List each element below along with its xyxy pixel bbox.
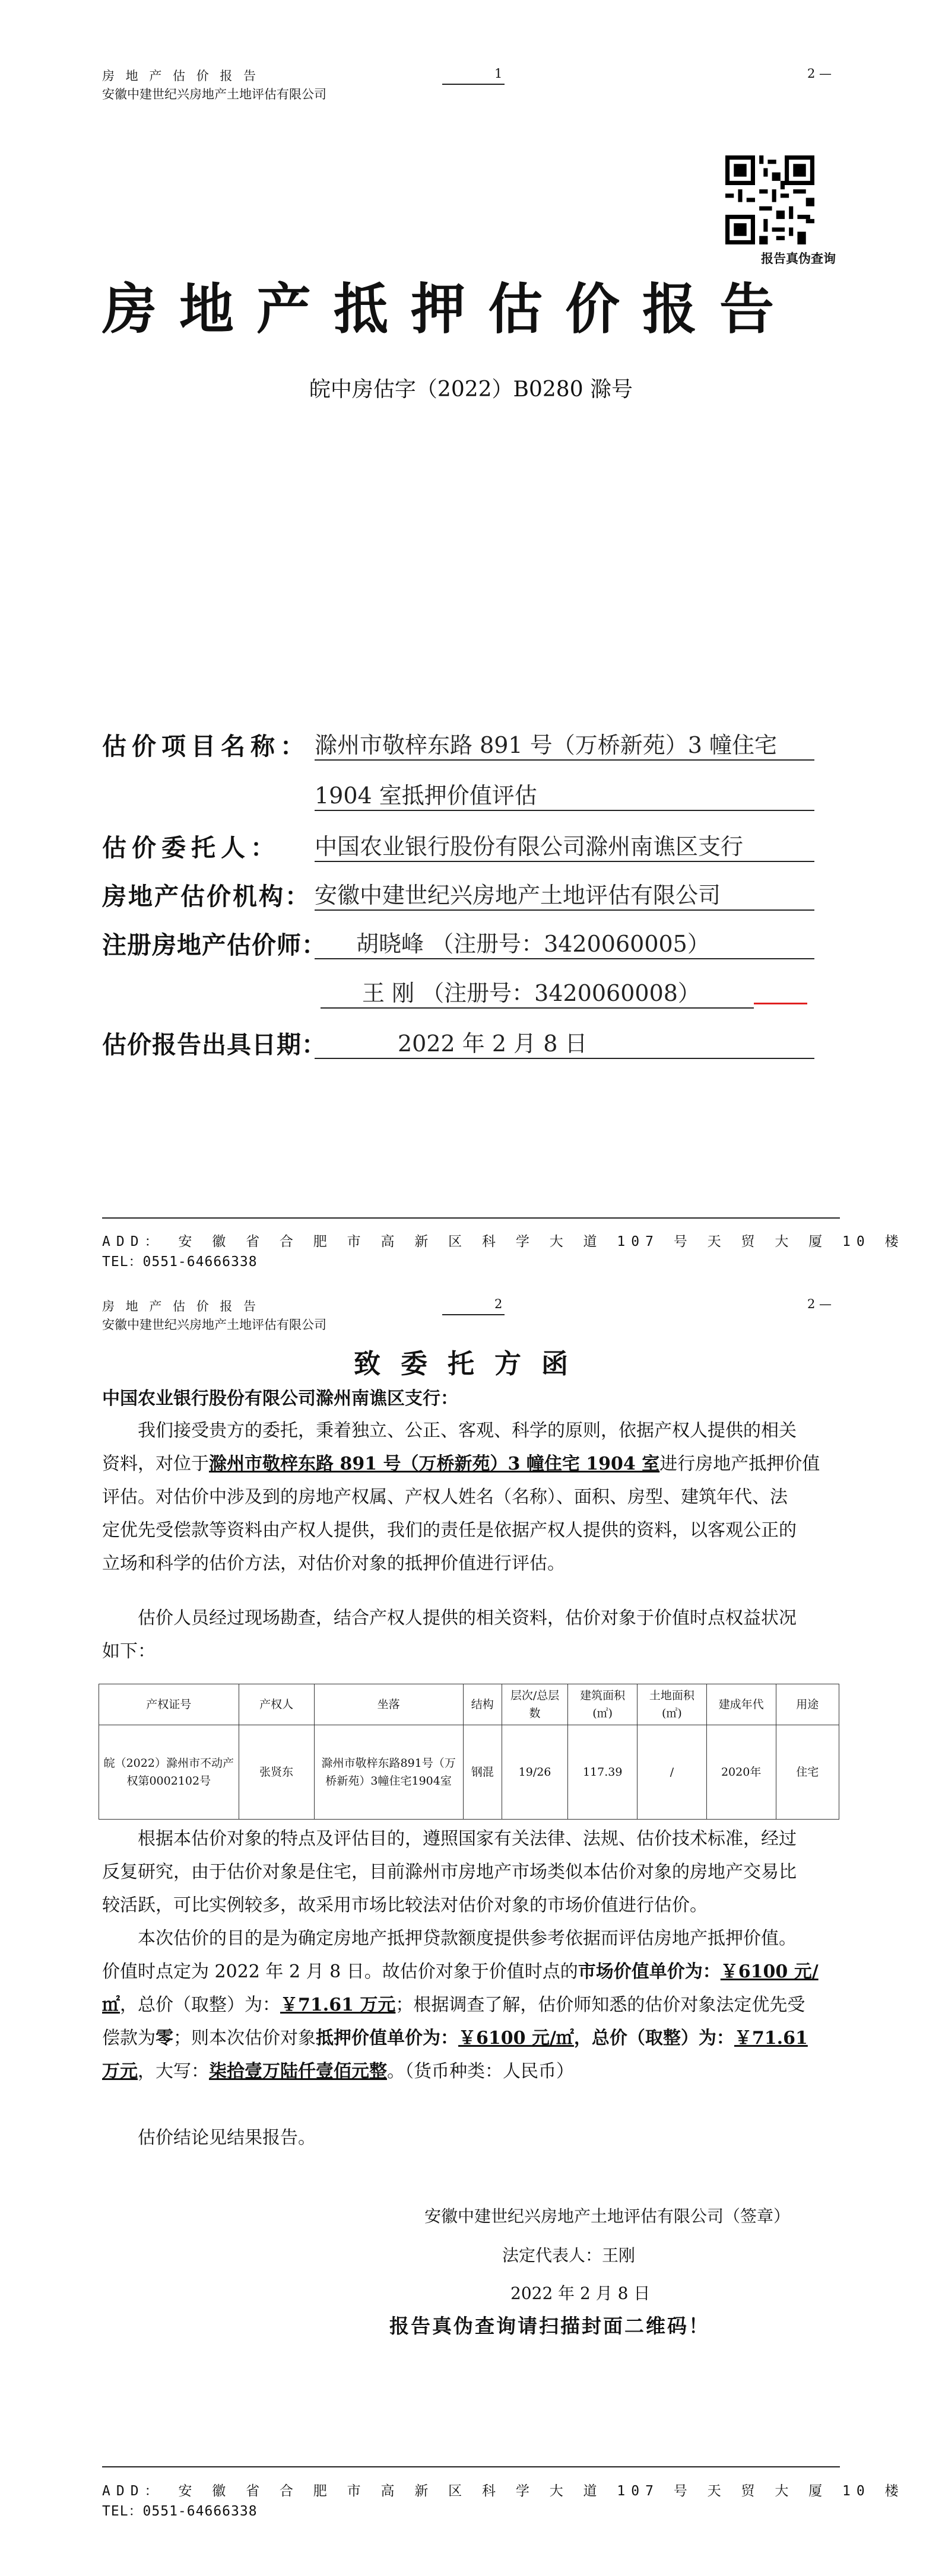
appraiser-2: 王 刚 （注册号：3420060008） bbox=[321, 975, 754, 1009]
legal-representative: 法定代表人：王刚 bbox=[502, 2246, 636, 2265]
addressee: 中国农业银行股份有限公司滁州南谯区支行： bbox=[102, 1388, 458, 1409]
header-title: 房 地 产 估 价 报 告 bbox=[102, 69, 260, 83]
appraiser-2-underline-accent bbox=[754, 1003, 807, 1004]
signing-date: 2022 年 2 月 8 日 bbox=[510, 2284, 651, 2303]
paragraph-1: 我们接受贵方的委托，秉着独立、公正、客观、科学的原则，依据产权人提供的相关 资料，对位于滁州市敬梓东路 891 号（万桥新苑）3 幢住宅 1904 室进行房地产抵押价值 评估。对估价中涉及到的房地产权属、产权人姓名（名称）、面积、房型、建筑年代、法 定优先受偿款等资料由产权人提供，我们的责任是依据产权人提供的资料，以客观公正的 立场和科学的估价方法，对估价对象的抵押价值进行评估。 bbox=[102, 1420, 820, 1574]
letter-title: 致委托方函 bbox=[353, 1348, 588, 1379]
table-header-cell: 建成年代 bbox=[706, 1684, 776, 1725]
table-header-cell: 结构 bbox=[463, 1684, 502, 1725]
table-header-cell: 坐落 bbox=[314, 1684, 463, 1725]
header-page-right: 2 — bbox=[807, 66, 832, 81]
table-header-cell: 产权证号 bbox=[99, 1684, 239, 1725]
qr-label: 报告真伪查询 bbox=[761, 251, 836, 266]
footer-tel: TEL：0551-64666338 bbox=[102, 2504, 258, 2519]
verification-note: 报告真伪查询请扫描封面二维码！ bbox=[389, 2314, 710, 2338]
report-date-value: 2022 年 2 月 8 日 bbox=[315, 1025, 814, 1059]
client-value: 中国农业银行股份有限公司滁州南谯区支行 bbox=[315, 828, 814, 862]
paragraph-5: 估价结论见结果报告。 bbox=[138, 2127, 316, 2148]
report-date-label: 估价报告出具日期： bbox=[102, 1031, 326, 1059]
table-cell: 皖（2022）滁州市不动产权第0002102号 bbox=[99, 1725, 239, 1820]
paragraph-3: 根据本估价对象的特点及评估目的，遵照国家有关法律、法规、估价技术标准，经过 反复研究，由于估价对象是住宅，目前滁州市房地产市场类似本估价对象的房地产交易比 较活跃，可比实例较多，故采用市场比较法对估价对象的市场价值进行估价。 bbox=[102, 1828, 797, 1916]
table-cell: / bbox=[637, 1725, 707, 1820]
footer-tel: TEL：0551-64666338 bbox=[102, 1254, 258, 1270]
report-number: 皖中房估字（2022）B0280 滁号 bbox=[309, 377, 633, 402]
table-cell: 钢混 bbox=[463, 1725, 502, 1820]
table-cell: 19/26 bbox=[502, 1725, 568, 1820]
table-header-row bbox=[99, 1684, 839, 1725]
header-company: 安徽中建世纪兴房地产土地评估有限公司 bbox=[102, 1318, 326, 1332]
client-label: 估价委托人： bbox=[102, 834, 280, 862]
table-header-cell: 产权人 bbox=[239, 1684, 314, 1725]
header-company: 安徽中建世纪兴房地产土地评估有限公司 bbox=[102, 87, 326, 101]
footer-rule bbox=[102, 2466, 840, 2467]
property-table bbox=[99, 1684, 839, 1820]
table-header-cell: 层次/总层数 bbox=[502, 1684, 568, 1725]
appraiser-label: 注册房地产估价师： bbox=[102, 931, 326, 959]
footer-address: ADD： 安 徽 省 合 肥 市 高 新 区 科 学 大 道 107 号 天 贸 大 厦 10 楼 bbox=[102, 2483, 905, 2499]
table-header-cell: 建筑面积(㎡) bbox=[568, 1684, 637, 1725]
header-page-right: 2 — bbox=[807, 1297, 832, 1311]
project-name-value: 滁州市敬梓东路 891 号（万桥新苑）3 幢住宅 bbox=[315, 727, 814, 761]
header-title: 房 地 产 估 价 报 告 bbox=[102, 1299, 260, 1314]
table-cell: 117.39 bbox=[568, 1725, 637, 1820]
footer-rule bbox=[102, 1217, 840, 1219]
appraiser-1: 胡晓峰 （注册号：3420060005） bbox=[315, 926, 814, 959]
table-cell: 住宅 bbox=[776, 1725, 839, 1820]
footer-address: ADD： 安 徽 省 合 肥 市 高 新 区 科 学 大 道 107 号 天 贸 大 厦 10 楼 bbox=[102, 1234, 905, 1249]
paragraph-4: 本次估价的目的是为确定房地产抵押贷款额度提供参考依据而评估房地产抵押价值。 价值时点定为 2022 年 2 月 8 日。故估价对象于价值时点的市场价值单价为：￥6100 元/ ㎡，总价（取整）为：￥71.61 万元；根据调查了解，估价师知悉的估价对象法定优先受 偿款为零；则本次估价对象抵押价值单价为：￥6100 元/㎡，总价（取整）为：￥71.61 万元，大写：柒拾壹万陆仟壹佰元整。（货币种类：人民币） bbox=[102, 1928, 819, 2082]
header-page-number: 2 bbox=[494, 1297, 503, 1311]
agency-value: 安徽中建世纪兴房地产土地评估有限公司 bbox=[315, 877, 814, 911]
paragraph-2: 估价人员经过现场勘查，结合产权人提供的相关资料，估价对象于价值时点权益状况 如下： bbox=[102, 1608, 797, 1662]
signing-company: 安徽中建世纪兴房地产土地评估有限公司（签章） bbox=[424, 2206, 791, 2226]
qr-code-icon[interactable] bbox=[725, 155, 814, 244]
table-row bbox=[99, 1725, 839, 1820]
header-rule bbox=[442, 84, 505, 85]
agency-label: 房地产估价机构： bbox=[102, 882, 311, 911]
table-header-cell: 土地面积(㎡) bbox=[637, 1684, 707, 1725]
project-name-value-line2: 1904 室抵押价值评估 bbox=[315, 777, 814, 811]
table-cell: 2020年 bbox=[706, 1725, 776, 1820]
header-page-number: 1 bbox=[494, 66, 503, 81]
table-header-cell: 用途 bbox=[776, 1684, 839, 1725]
table-cell: 滁州市敬梓东路891号（万桥新苑）3幢住宅1904室 bbox=[314, 1725, 463, 1820]
report-title: 房地产抵押估价报告 bbox=[102, 277, 797, 341]
project-name-label: 估价项目名称： bbox=[102, 732, 310, 761]
header-rule bbox=[442, 1314, 505, 1315]
table-cell: 张贤东 bbox=[239, 1725, 314, 1820]
